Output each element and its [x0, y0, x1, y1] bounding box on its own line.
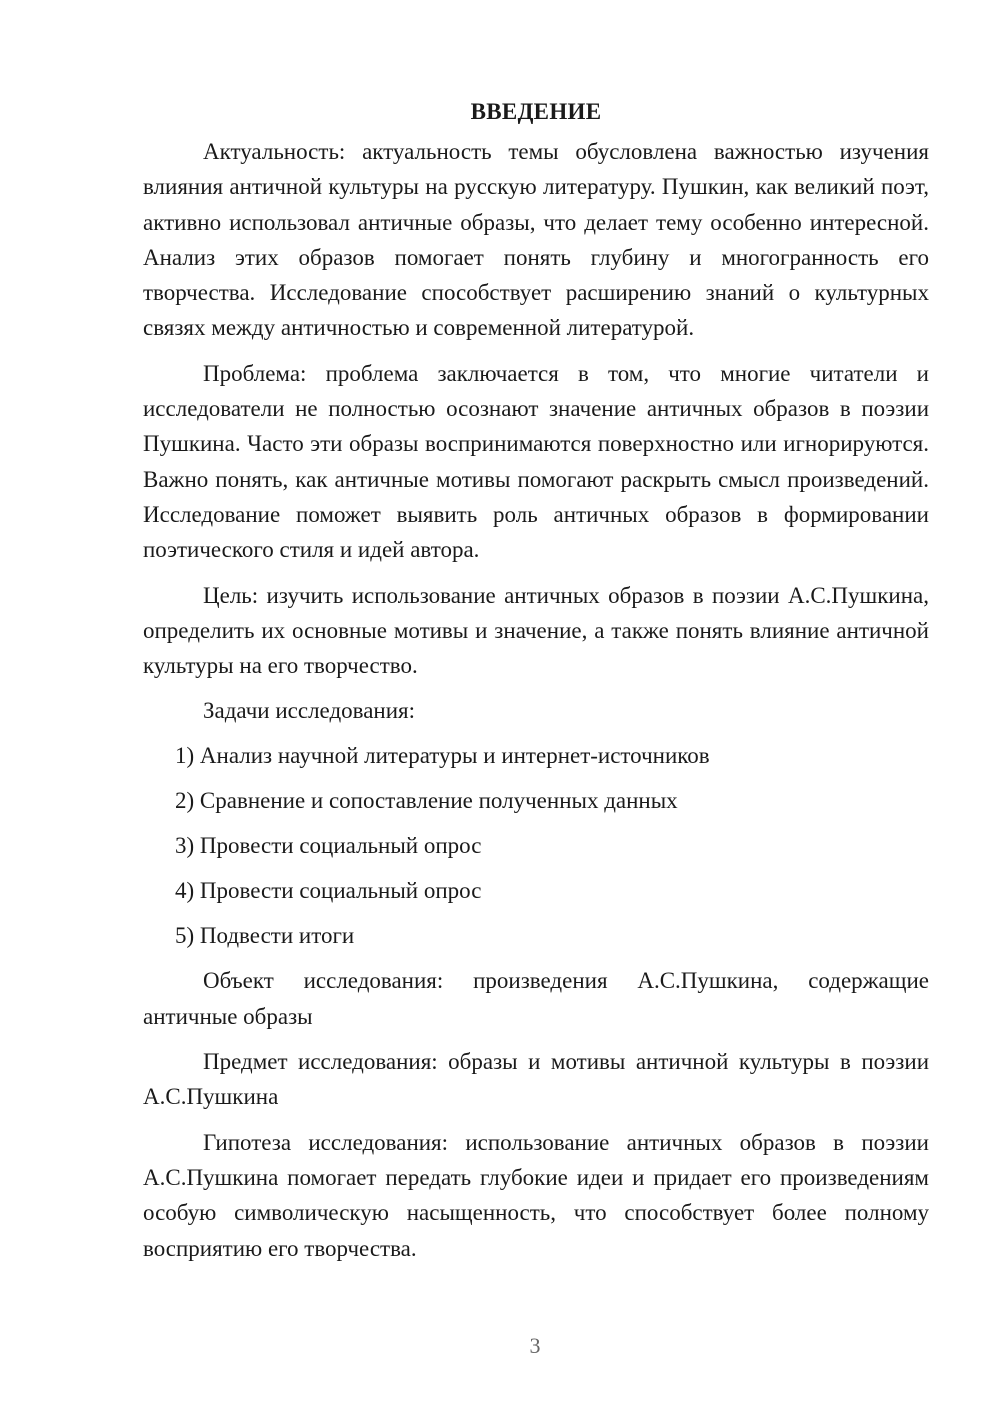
- subject-paragraph: Предмет исследования: образы и мотивы античной культуры в поэзии А.С.Пушкина: [143, 1049, 929, 1110]
- list-item: 1) Анализ научной литературы и интернет-источников: [175, 743, 710, 769]
- section-heading: ВВЕДЕНИЕ: [470, 99, 602, 124]
- tasks-list: [143, 738, 929, 953]
- hypothesis-paragraph: Гипотеза исследования: использование античных образов в поэзии А.С.Пушкина помогает передать глубокие идеи и придает его произведениям особую символическую насыщенность, что способствует более полному восприятию его творчества.: [143, 1129, 929, 1261]
- list-item: 3) Провести социальный опрос: [175, 833, 482, 859]
- list-item: 5) Подвести итоги: [175, 923, 355, 949]
- object-paragraph: Объект исследования: произведения А.С.Пушкина, содержащие античные образы: [143, 968, 929, 1029]
- list-item: 4) Провести социальный опрос: [175, 878, 482, 904]
- goal-paragraph: Цель: изучить использование античных образов в поэзии А.С.Пушкина, определить их основные мотивы и значение, а также понять влияние античной культуры на его творчество.: [143, 582, 929, 679]
- problem-paragraph: Проблема: проблема заключается в том, что многие читатели и исследователи не полностью осознают значение античных образов в поэзии Пушкина. Часто эти образы воспринимаются поверхностно или игнорируются. Важно понять, как античные мотивы помогают раскрыть смысл произведений. Исследование поможет выявить роль античных образов в формировании поэтического стиля и идей автора.: [143, 360, 929, 563]
- list-item: 2) Сравнение и сопоставление полученных данных: [175, 788, 678, 814]
- page-number: 3: [529, 1333, 541, 1358]
- page-content: [143, 94, 929, 1276]
- tasks-title: Задачи исследования:: [203, 698, 416, 724]
- relevance-paragraph: Актуальность: актуальность темы обусловлена важностью изучения влияния античной культуры на русскую литературу. Пушкин, как великий поэт, активно использовал античные образы, что делает тему особенно интересной. Анализ этих образов помогает понять глубину и многогранность его творчества. Исследование способствует расширению знаний о культурных связях между античностью и современной литературой.: [143, 139, 929, 341]
